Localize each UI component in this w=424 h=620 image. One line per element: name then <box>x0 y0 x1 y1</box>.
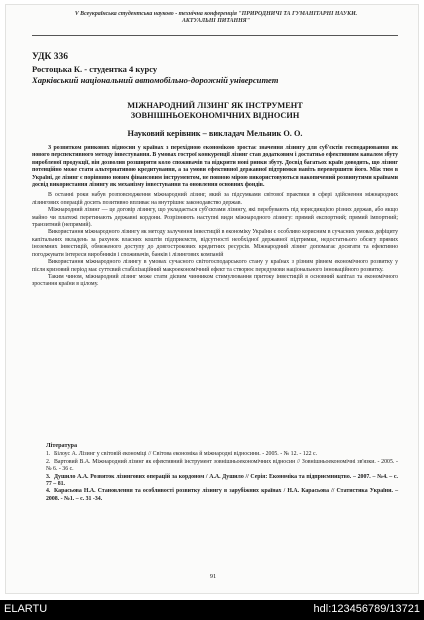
reference-list <box>32 451 398 503</box>
literature-title: Література <box>46 442 78 449</box>
reference-number: 2. <box>46 458 51 465</box>
paragraph: Використання міжнародного лізингу в умовах сучасного світогосподарського стану у країнах з різним рівнем економічного розвитку у після кризовий період має суттєвий стабілізаційний макроекономічний ефект та створює передумови національного інноваційного розвитку. <box>32 259 398 273</box>
article-body <box>32 145 398 289</box>
reference-item <box>32 474 398 489</box>
article-title <box>32 101 398 121</box>
paragraph: З розвитком ринкових відносин у країнах з перехідною економікою зростає значення лізингу для суб'єктів господарювання як нового перспективного методу інвестування. В умовах гострої конкуренції лізинг став додатковим і достатньо ефективним каналом збуту виробленої продукції, він дозволив розширити коло споживачів та відкрити нові ринки збуту. Досвід багатьох країн доводить, що лізинг потенційно може стати альтернативою кредитування, а за умови ефективної державної підтримки навіть перевершити його. Між тим в Україні, де лізинг є порівняно новим фінансовим інструментом, не повною мірою використовуються накопичений розвинутими країнами досвід використання лізингу як механізму інвестування та оновлення основних фондів. <box>32 145 398 189</box>
article-title-line-2: ЗОВНІШНЬОЕКОНОМІЧНИХ ВІДНОСИН <box>130 111 300 120</box>
conference-header <box>36 11 396 25</box>
document-page <box>5 4 419 594</box>
literature-section <box>32 442 398 503</box>
paragraph: В останні роки набув розповсюдження міжнародний лізинг, який за підсумками світової практики в сфері здійснення міжнародних лізингових операцій досить позитивно впливає на внутрішнє законодавство держав. <box>32 192 398 206</box>
article-title-line-1: МІЖНАРОДНИЙ ЛІЗИНГ ЯК ІНСТРУМЕНТ <box>127 101 303 110</box>
reference-number: 3. <box>46 473 51 480</box>
handle-identifier[interactable]: hdl:123456789/13721 <box>313 603 420 615</box>
reference-item <box>32 459 398 474</box>
paragraph: Використання міжнародного лізингу як методу залучення інвестицій в економіку України є особливо корисним в сучасних умовах дефіциту капітальних вкладень за рахунок власних коштів підприємств, відсутності необхідної державної підтримки, недостатнього обсягу прямих іноземних інвестицій, обмеженого доступу до довгострокових кредитних ресурсів. Міжнародний лізинг допомагає досягати та ефективно погоджувати інтереси виробників і споживачів, банків і лізингових компаній <box>32 229 398 258</box>
udk-code: УДК 336 <box>32 52 69 62</box>
paragraph: Міжнародний лізинг — це договір лізингу, що укладається суб'єктами лізингу, які перебувають під юрисдикцією різних держав, або якщо майно чи платежі перетинають державні кордони. Розрізняють наступні види міжнародного лізингу: прямий експортний; прямий імпортний; транзитний (непрямий). <box>32 207 398 229</box>
reference-text: Білоус А. Лізинг у світовій економіці // Світова економіка й міжнародні відносини. - 2005. - № 12. - 122 с. <box>54 451 318 458</box>
university-name: Харківський національний автомобільно-дорожній університет <box>32 75 279 85</box>
reference-text: Вартовий В.А. Міжнародний лізинг як ефективний інструмент зовнішньоекономічних відносин // Зовнішньоекономічні зв'язки. - 2005. - № 6. - 36 с. <box>46 458 398 473</box>
repository-name: ELARTU <box>4 603 48 615</box>
conference-line-1: V Всеукраїнська студентська науково - технічна конференція "ПРИРОДНИЧІ ТА ГУМАНІТАРНІ НАУКИ. <box>74 11 358 17</box>
page-number: 91 <box>209 573 217 580</box>
reference-text: Душило А.А. Розвиток лізингових операцій за кордоном / А.А. Душило // Серія: Економіка та підприємництво. – 2007. – №4. – с. 77 – 81. <box>46 473 398 488</box>
header-divider <box>32 35 398 36</box>
conference-line-2: АКТУАЛЬНІ ПИТАННЯ" <box>181 18 251 24</box>
reference-text: Карасьова Н.А. Становлення та особливості розвитку лізингу в зарубіжних країнах / Н.А. Карасьова // Статистика України. – 2008. - №1. – с. 31 -34. <box>46 488 398 502</box>
reference-item <box>32 451 398 458</box>
scientific-advisor: Науковий керівник – викладач Мельник О. О. <box>127 129 303 138</box>
reference-number: 4. <box>46 488 51 495</box>
reference-number: 1. <box>46 451 51 458</box>
reference-item <box>32 488 398 503</box>
author-line: Ростоцька К. - студентка 4 курсу <box>32 64 158 74</box>
paragraph: Таким чином, міжнародний лізинг може стати дієвим чинником стимулювання притоку інвестицій в основний капітал та економічного зростання країни в цілому. <box>32 273 398 288</box>
repository-footer <box>0 600 424 620</box>
